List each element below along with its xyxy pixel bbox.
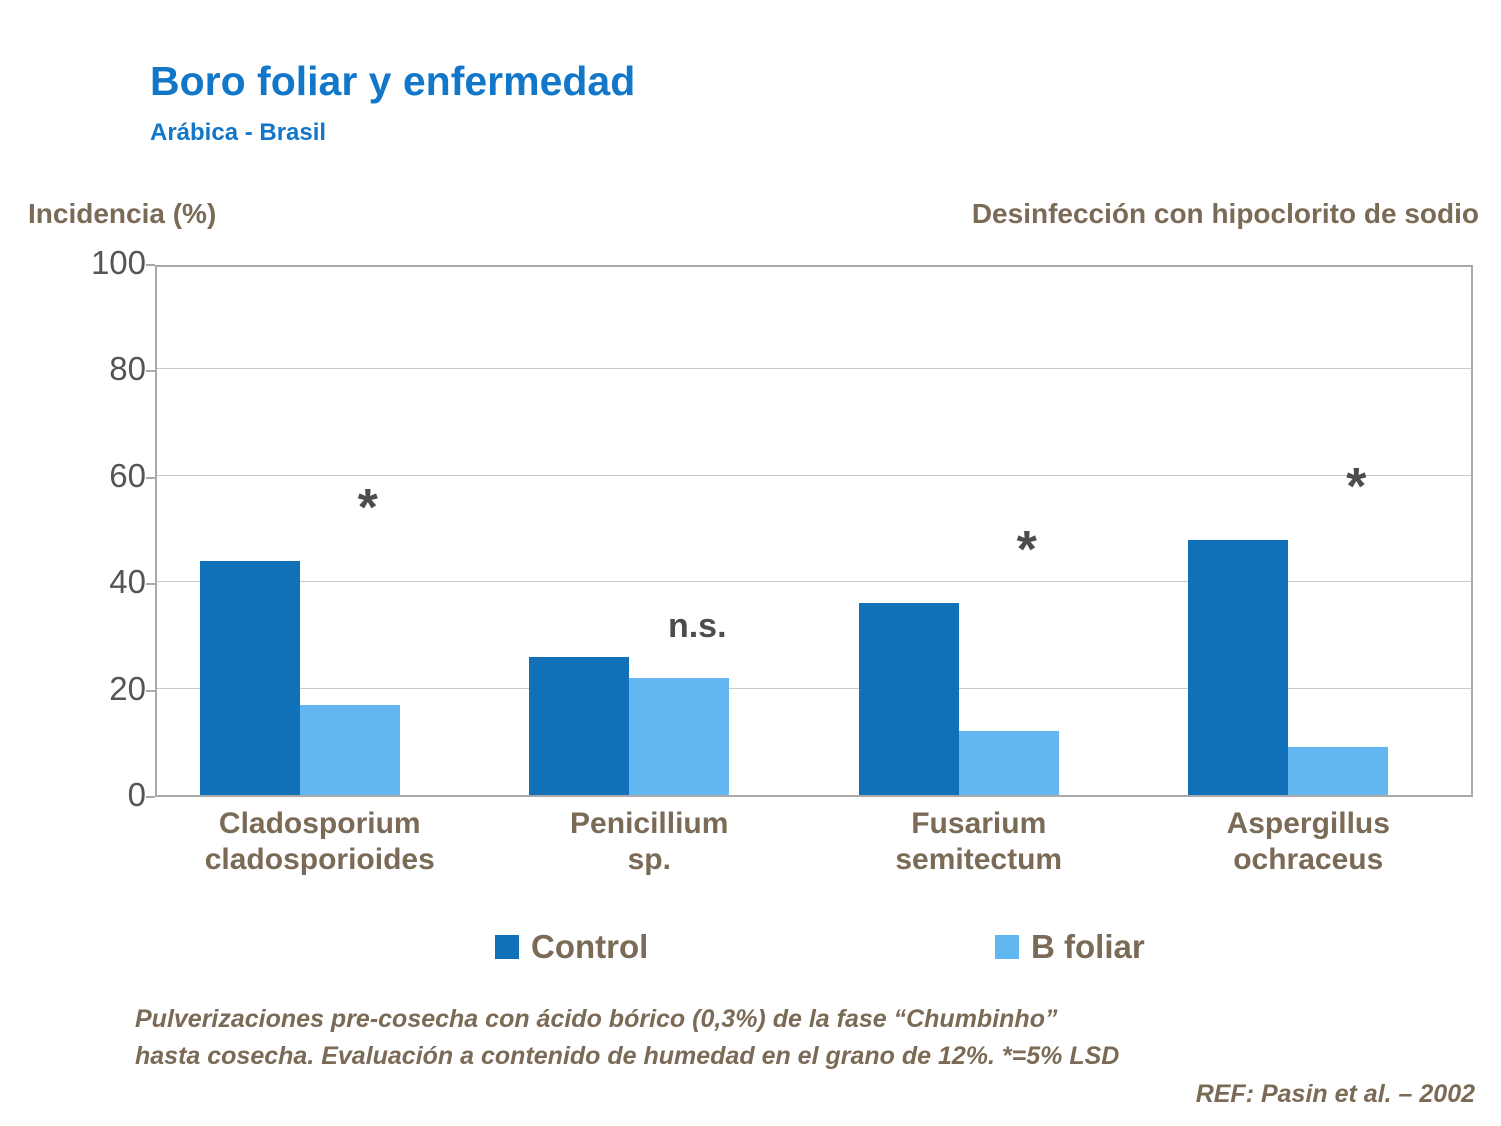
y-tick-mark xyxy=(146,264,155,266)
significance-label: n.s. xyxy=(667,606,727,645)
x-axis-label xyxy=(1144,806,1474,878)
significance-label: * xyxy=(1346,457,1367,516)
page-subtitle: Arábica - Brasil xyxy=(150,119,327,146)
bar-bfoliar xyxy=(1288,747,1388,795)
bar-control xyxy=(529,657,629,795)
y-tick-label: 100 xyxy=(90,244,146,281)
footnote-line-1: Pulverizaciones pre-cosecha con ácido bórico (0,3%) de la fase “Chumbinho” xyxy=(135,1005,1058,1033)
plot-area xyxy=(155,265,1473,797)
legend-swatch-icon xyxy=(495,935,519,959)
bar-control xyxy=(859,603,959,795)
gridline xyxy=(157,475,1471,476)
x-axis-label xyxy=(814,806,1144,878)
x-axis-label-line: Cladosporium xyxy=(218,807,421,840)
bar-bfoliar xyxy=(959,731,1059,795)
y-tick-label: 0 xyxy=(127,776,146,813)
page-title: Boro foliar y enfermedad xyxy=(150,58,636,104)
x-axis-label-line: Penicillium xyxy=(570,807,729,840)
legend-swatch-icon xyxy=(995,935,1019,959)
gridline xyxy=(157,262,1471,263)
bar-bfoliar xyxy=(300,705,400,795)
bar-control xyxy=(1188,540,1288,795)
x-axis-label-line: semitectum xyxy=(895,843,1063,876)
x-axis-label-line: sp. xyxy=(627,843,671,876)
footnote-reference: REF: Pasin et al. – 2002 xyxy=(1195,1080,1475,1108)
significance-label: * xyxy=(1016,521,1037,580)
y-tick-mark xyxy=(146,690,155,692)
y-tick-label: 60 xyxy=(109,456,146,494)
y-tick-label: 40 xyxy=(109,563,146,601)
chart-legend xyxy=(0,928,1501,968)
y-tick-mark xyxy=(146,583,155,585)
legend-item-bfoliar[interactable] xyxy=(995,928,1145,966)
x-axis-label-line: Aspergillus xyxy=(1226,807,1390,840)
footnote-line-2: hasta cosecha. Evaluación a contenido de humedad en el grano de 12%. *=5% LSD xyxy=(135,1042,1120,1070)
y-axis-title: Incidencia (%) xyxy=(28,198,217,229)
gridline xyxy=(157,368,1471,369)
x-axis-label-line: ochraceus xyxy=(1233,843,1384,876)
legend-item-control[interactable] xyxy=(495,928,648,966)
bar-bfoliar xyxy=(629,678,729,795)
x-axis-label-line: cladosporioides xyxy=(204,843,435,876)
legend-label: B foliar xyxy=(1031,928,1145,965)
bar-control xyxy=(200,561,300,795)
y-tick-mark xyxy=(146,477,155,479)
legend-label: Control xyxy=(531,928,649,965)
y-tick-label: 20 xyxy=(109,669,146,707)
x-axis-label-line: Fusarium xyxy=(911,807,1047,840)
significance-label: * xyxy=(357,478,378,537)
x-axis-label xyxy=(155,806,485,878)
y-tick-mark xyxy=(146,796,155,798)
y-tick-mark xyxy=(146,370,155,372)
y-tick-label: 80 xyxy=(109,350,146,388)
x-axis-label xyxy=(485,806,815,878)
chart-note: Desinfección con hipoclorito de sodio xyxy=(971,198,1479,229)
